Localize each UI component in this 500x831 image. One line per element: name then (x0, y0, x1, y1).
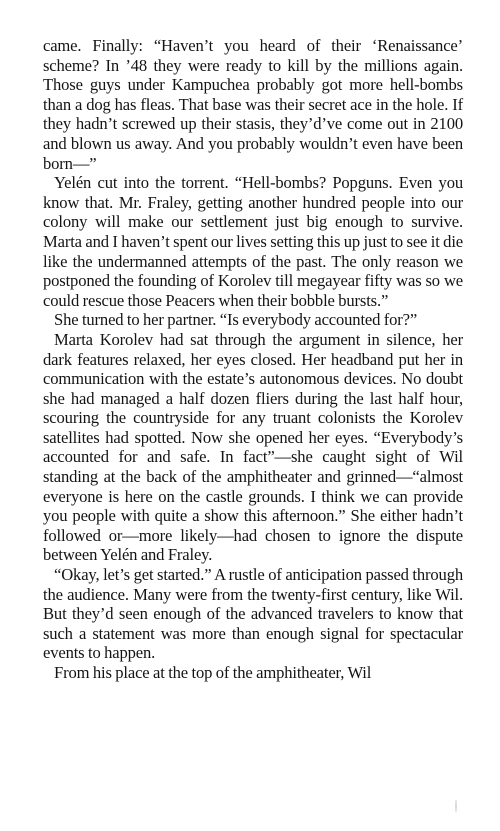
paragraph-5: “Okay, let’s get started.” A rustle of anticipation passed through the audience. Many were from the twenty-first century, like Wil. But they’d seen enough of the advanced travelers to know that such a statement was more than enough signal for spectacular events to happen. (43, 565, 463, 663)
paragraph-6: From his place at the top of the amphitheater, Wil (54, 663, 372, 682)
scan-margin-mark (455, 800, 457, 812)
paragraph-1: came. Finally: “Haven’t you heard of their ‘Renaissance’ scheme? In ’48 they were ready to kill by the millions again. Those guys under Kampuchea probably got more hell-bombs than a dog has fleas. That base was their secret ace in the hole. If they hadn’t screwed up their stasis, they’d’ve come out in 2100 and blown us away. And you probably wouldn’t even have been born—” (43, 36, 463, 173)
paragraph-4: Marta Korolev had sat through the argument in silence, her dark features relaxed, her eyes closed. Her headband put her in communication with the estate’s autonomous devices. No doubt she had managed a half dozen fliers during the last half hour, scouring the countryside for any truant colonists the Korolev satellites had spotted. Now she opened her eyes. “Everybody’s accounted for and safe. In fact”—she caught sight of Wil standing at the back of the amphitheater and grinned—“almost everyone is here on the castle grounds. I think we can provide you people with quite a show this afternoon.” She either hadn’t followed or—more likely—had chosen to ignore the dispute between Yelén and Fraley. (43, 329, 463, 565)
paragraph-3: She turned to her partner. “Is everybody accounted for?” (54, 310, 418, 330)
book-page-text (43, 36, 463, 683)
paragraph-2: Yelén cut into the torrent. “Hell-bombs? Popguns. Even you know that. Mr. Fraley, getting another hundred people into our colony will make our settlement just big enough to survive. Marta and I haven’t spent our lives setting this up just to see it die like the undermanned attempts of the past. The only reason we postponed the founding of Korolev till megayear fifty was so we could rescue those Peacers when their bobble bursts.” (43, 173, 464, 310)
